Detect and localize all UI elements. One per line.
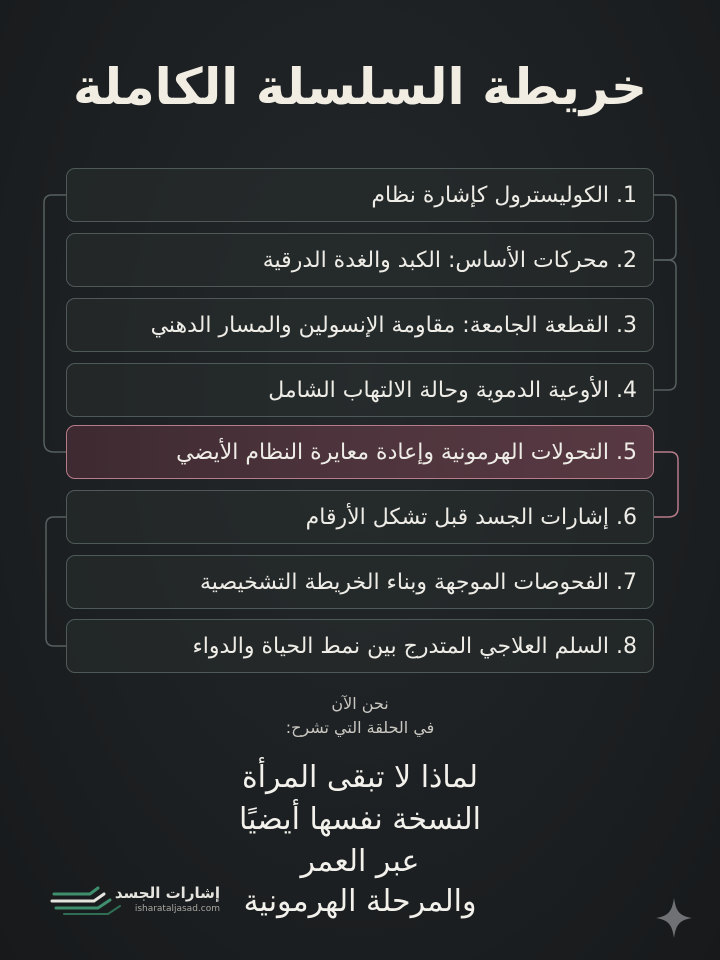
series-item-4[interactable]: 4. الأوعية الدموية وحالة الالتهاب الشامل <box>66 363 654 417</box>
intro-line-2: في الحلقة التي تشرح: <box>285 718 435 737</box>
brand-name: إشارات الجسد <box>114 884 220 902</box>
series-item-3[interactable]: 3. القطعة الجامعة: مقاومة الإنسولين والمسار الدهني <box>66 298 654 352</box>
series-item-8[interactable]: 8. السلم العلاجي المتدرج بين نمط الحياة والدواء <box>66 619 654 673</box>
headline-line-2: النسخة نفسها أيضيًا <box>239 802 481 837</box>
brand-url: isharataljasad.com <box>134 904 220 914</box>
headline-line-1: لماذا لا تبقى المرأة <box>241 760 479 795</box>
series-item-6[interactable]: 6. إشارات الجسد قبل تشكل الأرقام <box>66 490 654 544</box>
intro-line-1: نحن الآن <box>331 694 389 713</box>
sparkle-icon <box>654 896 694 940</box>
headline-line-3: عبر العمر <box>300 844 420 879</box>
series-item-5-current[interactable]: 5. التحولات الهرمونية وإعادة معايرة النظام الأيضي <box>66 425 654 479</box>
headline-line-4: والمرحلة الهرمونية <box>243 884 477 919</box>
page-title: خريطة السلسلة الكاملة <box>72 58 648 116</box>
brand-logo[interactable] <box>50 884 220 920</box>
series-item-2[interactable]: 2. محركات الأساس: الكبد والغدة الدرقية <box>66 233 654 287</box>
series-item-1[interactable]: 1. الكوليسترول كإشارة نظام <box>66 168 654 222</box>
stacked-arrows-logo-icon <box>50 886 124 916</box>
series-item-7[interactable]: 7. الفحوصات الموجهة وبناء الخريطة التشخيصية <box>66 555 654 609</box>
